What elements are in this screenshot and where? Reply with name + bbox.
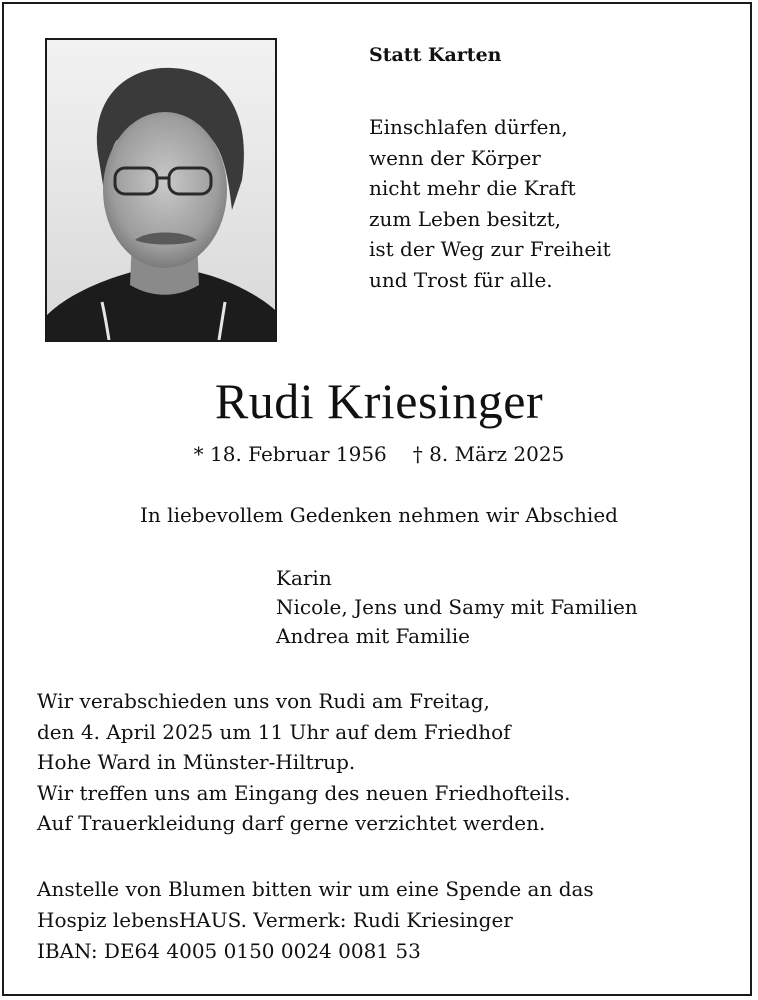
ceremony-line: Wir treffen uns am Eingang des neuen Friedhofteils.	[37, 780, 571, 805]
mourner: Andrea mit Familie	[276, 624, 470, 648]
ceremony-line: Wir verabschieden uns von Rudi am Freitag,	[37, 689, 490, 713]
ceremony-line: Hohe Ward in Münster-Hiltrup.	[37, 750, 356, 774]
header-label: Statt Karten	[369, 44, 502, 66]
farewell-text: In liebevollem Gedenken nehmen wir Abschied	[140, 503, 618, 527]
poem-line: und Trost für alle.	[369, 267, 553, 292]
mourner: Nicole, Jens und Samy mit Familien	[276, 595, 638, 619]
deceased-name: Rudi Kriesinger	[214, 373, 544, 429]
ceremony-line: Auf Trauerkleidung darf gerne verzichtet werden.	[37, 811, 546, 835]
ceremony-info	[37, 686, 571, 839]
ceremony-line: den 4. April 2025 um 11 Uhr auf dem Friedhof	[37, 719, 511, 744]
portrait-photo	[45, 38, 277, 342]
poem-line: ist der Weg zur Freiheit	[369, 237, 611, 261]
mourner: Karin	[276, 566, 332, 590]
poem-line: zum Leben besitzt,	[369, 206, 562, 231]
death-date: † 8. März 2025	[412, 442, 565, 466]
birth-date: * 18. Februar 1956	[193, 442, 387, 466]
poem-line: Einschlafen dürfen,	[369, 115, 568, 139]
mourners-list	[276, 564, 638, 651]
life-dates	[0, 440, 758, 468]
donation-line: Anstelle von Blumen bitten wir um eine Spende an das	[37, 877, 594, 901]
donation-info	[37, 874, 594, 967]
poem-line: nicht mehr die Kraft	[369, 176, 576, 200]
iban-line: IBAN: DE64 4005 0150 0024 0081 53	[37, 939, 421, 963]
donation-line: Hospiz lebensHAUS. Vermerk: Rudi Kriesinger	[37, 908, 513, 932]
poem-line: wenn der Körper	[369, 145, 541, 170]
poem	[369, 112, 611, 295]
